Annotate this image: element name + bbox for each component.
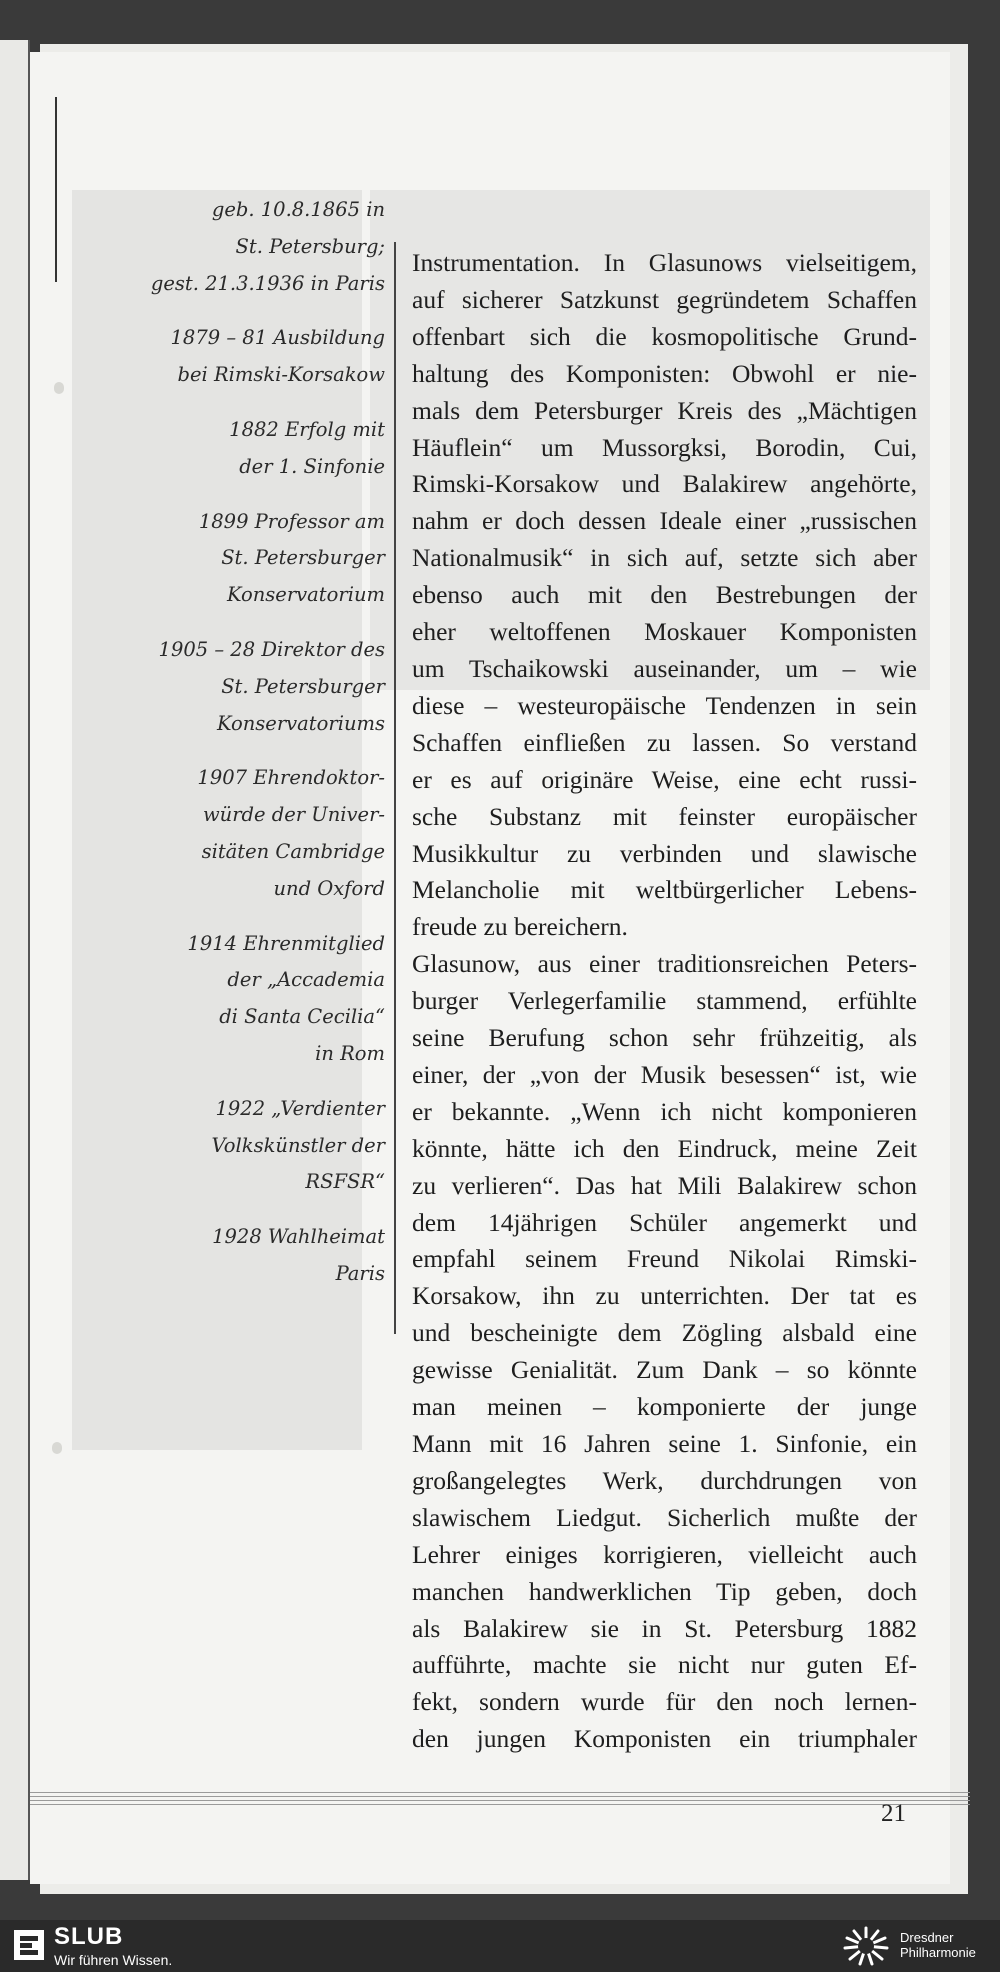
body-text-line: empfahl seinem Freund Nikolai Rimski- [412, 1244, 917, 1274]
biography-entry-line: di Santa Cecilia“ [219, 1005, 385, 1029]
body-text-line: er es auf originäre Weise, eine echt russi- [412, 764, 917, 794]
biography-entry-line: 1907 Ehrendoktor- [197, 766, 385, 790]
biography-entry [80, 632, 385, 742]
body-text-line: nahm er doch dessen Ideale einer „russischen [412, 506, 917, 536]
footer-rules [30, 1792, 970, 1832]
article-body [412, 245, 917, 1758]
body-text-line: als Balakirew sie in St. Petersburg 1882 [412, 1613, 917, 1643]
biography-entry-line: 1922 „Verdienter [215, 1096, 385, 1120]
body-text-line: Häuflein“ um Mussorgksi, Borodin, Cui, [412, 432, 917, 462]
body-text-line: sche Substanz mit feinster europäischer [412, 801, 917, 831]
philharmonie-sunburst-icon[interactable] [842, 1925, 890, 1967]
partner-name-line-2: Philharmonie [900, 1945, 976, 1960]
body-text-line: um Tschaikowski auseinander, um – wie [412, 653, 917, 683]
biography-entry [80, 412, 385, 486]
body-text-line: eher weltoffenen Moskauer Komponisten [412, 617, 917, 647]
footer-bar [0, 1920, 1000, 1972]
biography-entry-line: gest. 21.3.1936 in Paris [150, 271, 385, 295]
biography-entry-line: sitäten Cambridge [201, 839, 385, 863]
body-text-line: slawischem Liedgut. Sicherlich mußte der [412, 1502, 917, 1532]
body-text-line: Schaffen einfließen zu lassen. So verstand [412, 727, 917, 757]
body-text-line: dem 14jährigen Schüler angemerkt und [412, 1207, 917, 1237]
biography-entry-line: der 1. Sinfonie [239, 454, 385, 478]
body-text-line: haltung des Komponisten: Obwohl er nie- [412, 358, 917, 388]
body-text-line: mals dem Petersburger Kreis des „Mächtigen [412, 395, 917, 425]
biography-entry-line: St. Petersburg; [235, 234, 385, 258]
body-text-line: offenbart sich die kosmopolitische Grund- [412, 321, 917, 351]
column-divider [394, 242, 396, 1334]
biography-entry-line: St. Petersburger [221, 674, 385, 698]
biography-entry-line: St. Petersburger [221, 546, 385, 570]
body-text-line: zu verlieren“. Das hat Mili Balakirew schon [412, 1170, 917, 1200]
body-text-line: Mann mit 16 Jahren seine 1. Sinfonie, ein [412, 1429, 917, 1458]
biography-entry [80, 1219, 385, 1293]
biography-entry-line: RSFSR“ [305, 1170, 385, 1194]
biography-entry [80, 926, 385, 1073]
body-text-line: gewisse Genialität. Zum Dank – so könnte [412, 1355, 917, 1385]
biography-entry-line: 1905 – 28 Direktor des [158, 637, 385, 661]
partner-name-line-1: Dresdner [900, 1930, 954, 1945]
binding-hole [52, 1442, 62, 1454]
biography-entry-line: Volkskünstler der [211, 1133, 385, 1157]
gutter-line [55, 97, 57, 282]
previous-page-edge [0, 40, 30, 1880]
biography-entry-line: 1879 – 81 Ausbildung [170, 326, 385, 350]
body-text-line: Rimski-Korsakow und Balakirew angehörte, [412, 469, 917, 499]
body-text-line: diese – westeuropäische Tendenzen in sein [412, 690, 917, 720]
slub-logo-icon[interactable] [12, 1928, 46, 1962]
biography-entry-line: 1899 Professor am [198, 509, 385, 533]
body-text-line: er bekannte. „Wenn ich nicht komponieren [412, 1096, 917, 1126]
body-text-line: fekt, sondern wurde für den noch lernen- [412, 1687, 917, 1717]
body-text-line: könnte, hätte ich den Eindruck, meine Zeit [412, 1133, 917, 1163]
body-text-line: freude zu bereichern. [412, 912, 628, 942]
body-text-line: Melancholie mit weltbürgerlicher Lebens- [412, 875, 917, 905]
biography-entry-line: 1928 Wahlheimat [212, 1225, 385, 1249]
body-text-line: seine Berufung schon sehr frühzeitig, als [412, 1023, 917, 1053]
body-text-line: und bescheinigte dem Zögling alsbald eine [412, 1318, 917, 1348]
page-number: 21 [881, 1800, 906, 1827]
biography-entry-line: geb. 10.8.1865 in [211, 198, 385, 221]
biography-entry-line: und Oxford [273, 876, 385, 900]
biography-entry [80, 1091, 385, 1201]
body-text-line: großangelegtes Werk, durchdrungen von [412, 1465, 917, 1495]
biography-entry [80, 320, 385, 394]
body-text-line: manchen handwerklichen Tip geben, doch [412, 1576, 917, 1606]
body-text-line: man meinen – komponierte der junge [412, 1392, 917, 1422]
biography-entry [80, 760, 385, 907]
body-text-line: burger Verlegerfamilie stammend, erfühlte [412, 986, 917, 1016]
biography-entry-line: Konservatoriums [216, 711, 385, 735]
body-text-line: Korsakow, ihn zu unterrichten. Der tat es [412, 1281, 917, 1311]
booklet-page [30, 52, 950, 1884]
body-text-line: Lehrer einiges korrigieren, vielleicht auch [412, 1539, 917, 1569]
biography-entry-line: bei Rimski-Korsakow [177, 363, 385, 387]
body-text-line: den jungen Komponisten ein triumphaler [412, 1724, 917, 1754]
body-text-line: Musikkultur zu verbinden und slawische [412, 838, 917, 868]
partner-name[interactable] [900, 1930, 976, 1960]
biography-entry-line: in Rom [315, 1041, 385, 1065]
biography-entry-line: der „Accademia [227, 968, 385, 992]
body-text-line: ebenso auch mit den Bestrebungen der [412, 580, 917, 610]
biography-entry-line: 1882 Erfolg mit [229, 417, 385, 441]
body-text-line: auf sicherer Satzkunst gegründetem Schaffen [412, 284, 917, 314]
slub-brand[interactable]: SLUB [54, 1923, 124, 1950]
biography-entry [80, 192, 385, 302]
biography-entry-line: Konservatorium [226, 583, 385, 607]
biography-entry-line: 1914 Ehrenmitglied [187, 931, 385, 955]
biography-sidebar [80, 192, 385, 1311]
biography-entry [80, 504, 385, 614]
slub-tagline: Wir führen Wissen. [54, 1952, 173, 1968]
biography-entry-line: würde der Univer- [202, 803, 385, 827]
body-text-line: Nationalmusik“ in sich auf, setzte sich aber [412, 543, 917, 573]
body-text-line: Glasunow, aus einer traditionsreichen Peters- [412, 949, 917, 979]
body-text-line: aufführte, machte sie nicht nur guten Ef- [412, 1650, 917, 1680]
body-text-line: einer, der „von der Musik besessen“ ist, wie [412, 1059, 917, 1089]
biography-entry-line: Paris [335, 1261, 385, 1285]
binding-hole [54, 382, 64, 394]
body-text-line: Instrumentation. In Glasunows vielseitigem, [412, 248, 917, 277]
